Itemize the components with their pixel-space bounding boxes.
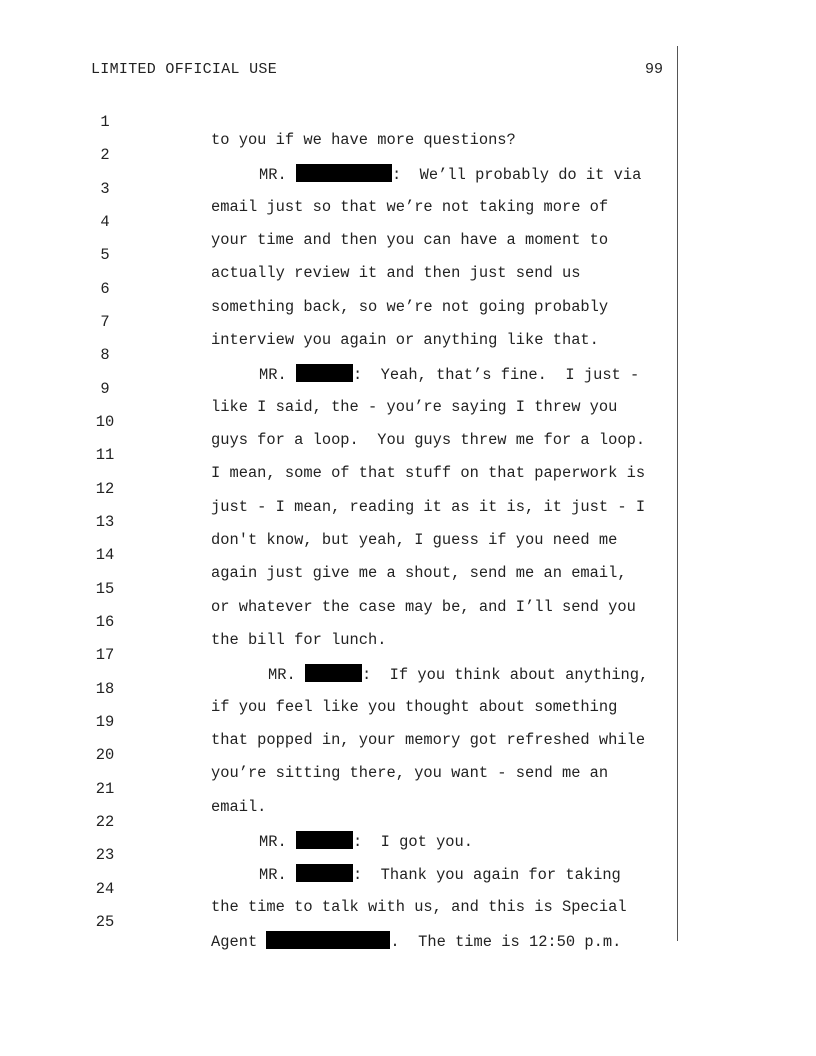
line-number: 5 (100, 246, 110, 264)
line-number: 11 (95, 446, 115, 464)
redaction-block (305, 664, 362, 682)
line-text: guys for a loop. You guys threw me for a loop. (211, 431, 646, 449)
line-text: or whatever the case may be, and I’ll send you (211, 598, 636, 616)
line-number: 3 (100, 180, 110, 198)
line-number: 12 (95, 480, 115, 498)
line-number: 17 (95, 646, 115, 664)
speaker-line (259, 364, 639, 384)
line-text: actually review it and then just send us (211, 264, 581, 282)
redaction-block (296, 164, 392, 182)
speaker-line (259, 864, 621, 884)
line-text: if you feel like you thought about something (211, 698, 618, 716)
page-header-label: LIMITED OFFICIAL USE (91, 61, 278, 78)
line-number: 19 (95, 713, 115, 731)
speaker-prefix: MR. (268, 666, 305, 684)
line-number: 25 (95, 913, 115, 931)
speaker-prefix: MR. (259, 833, 296, 851)
line-text: to you if we have more questions? (211, 131, 516, 149)
line-text: you’re sitting there, you want - send me an (211, 764, 609, 782)
speaker-prefix: Agent (211, 933, 267, 951)
line-number: 14 (95, 546, 115, 564)
line-number: 6 (100, 280, 110, 298)
line-text: like I said, the - you’re saying I threw you (211, 398, 618, 416)
line-number: 2 (100, 146, 110, 164)
line-number: 22 (95, 813, 115, 831)
line-number: 10 (95, 413, 115, 431)
speaker-line (211, 931, 621, 951)
speaker-line (259, 831, 473, 851)
redaction-block (266, 931, 390, 949)
line-text: interview you again or anything like that. (211, 331, 599, 349)
speaker-line (259, 164, 641, 184)
line-text: email. (211, 798, 267, 816)
line-number: 4 (100, 213, 110, 231)
line-number: 23 (95, 846, 115, 864)
line-number: 16 (95, 613, 115, 631)
line-text: : Yeah, that’s fine. I just - (352, 366, 640, 384)
margin-rule (677, 46, 678, 941)
line-text: just - I mean, reading it as it is, it just - I (211, 498, 646, 516)
line-number: 20 (95, 746, 115, 764)
redaction-block (296, 831, 353, 849)
redaction-block (296, 864, 353, 882)
speaker-prefix: MR. (259, 866, 296, 884)
line-text: . The time is 12:50 p.m. (390, 933, 622, 951)
transcript-line (0, 595, 387, 649)
speaker-line (268, 664, 648, 684)
line-number: 15 (95, 580, 115, 598)
line-text: again just give me a shout, send me an email, (211, 564, 627, 582)
line-text: I mean, some of that stuff on that paperwork is (211, 464, 646, 482)
line-text: : Thank you again for taking (352, 866, 621, 884)
line-text: the time to talk with us, and this is Special (211, 898, 627, 916)
line-text: the bill for lunch. (211, 631, 387, 649)
line-number: 9 (100, 380, 110, 398)
line-number: 1 (100, 113, 110, 131)
redaction-block (296, 364, 353, 382)
line-text: don't know, but yeah, I guess if you need me (211, 531, 618, 549)
line-text: : I got you. (352, 833, 474, 851)
speaker-prefix: MR. (259, 166, 296, 184)
line-text: : If you think about anything, (361, 666, 649, 684)
line-number: 18 (95, 680, 115, 698)
page-number: 99 (645, 61, 664, 78)
transcript-line (0, 762, 267, 816)
line-text: : We’ll probably do it via (391, 166, 642, 184)
line-text: your time and then you can have a moment to (211, 231, 609, 249)
line-text: that popped in, your memory got refreshed while (211, 731, 646, 749)
line-number: 8 (100, 346, 110, 364)
line-number: 24 (95, 880, 115, 898)
line-number: 13 (95, 513, 115, 531)
line-number: 7 (100, 313, 110, 331)
line-number: 21 (95, 780, 115, 798)
transcript-line (0, 95, 516, 149)
line-text: email just so that we’re not taking more of (211, 198, 609, 216)
line-text: something back, so we’re not going probably (211, 298, 609, 316)
speaker-prefix: MR. (259, 366, 296, 384)
